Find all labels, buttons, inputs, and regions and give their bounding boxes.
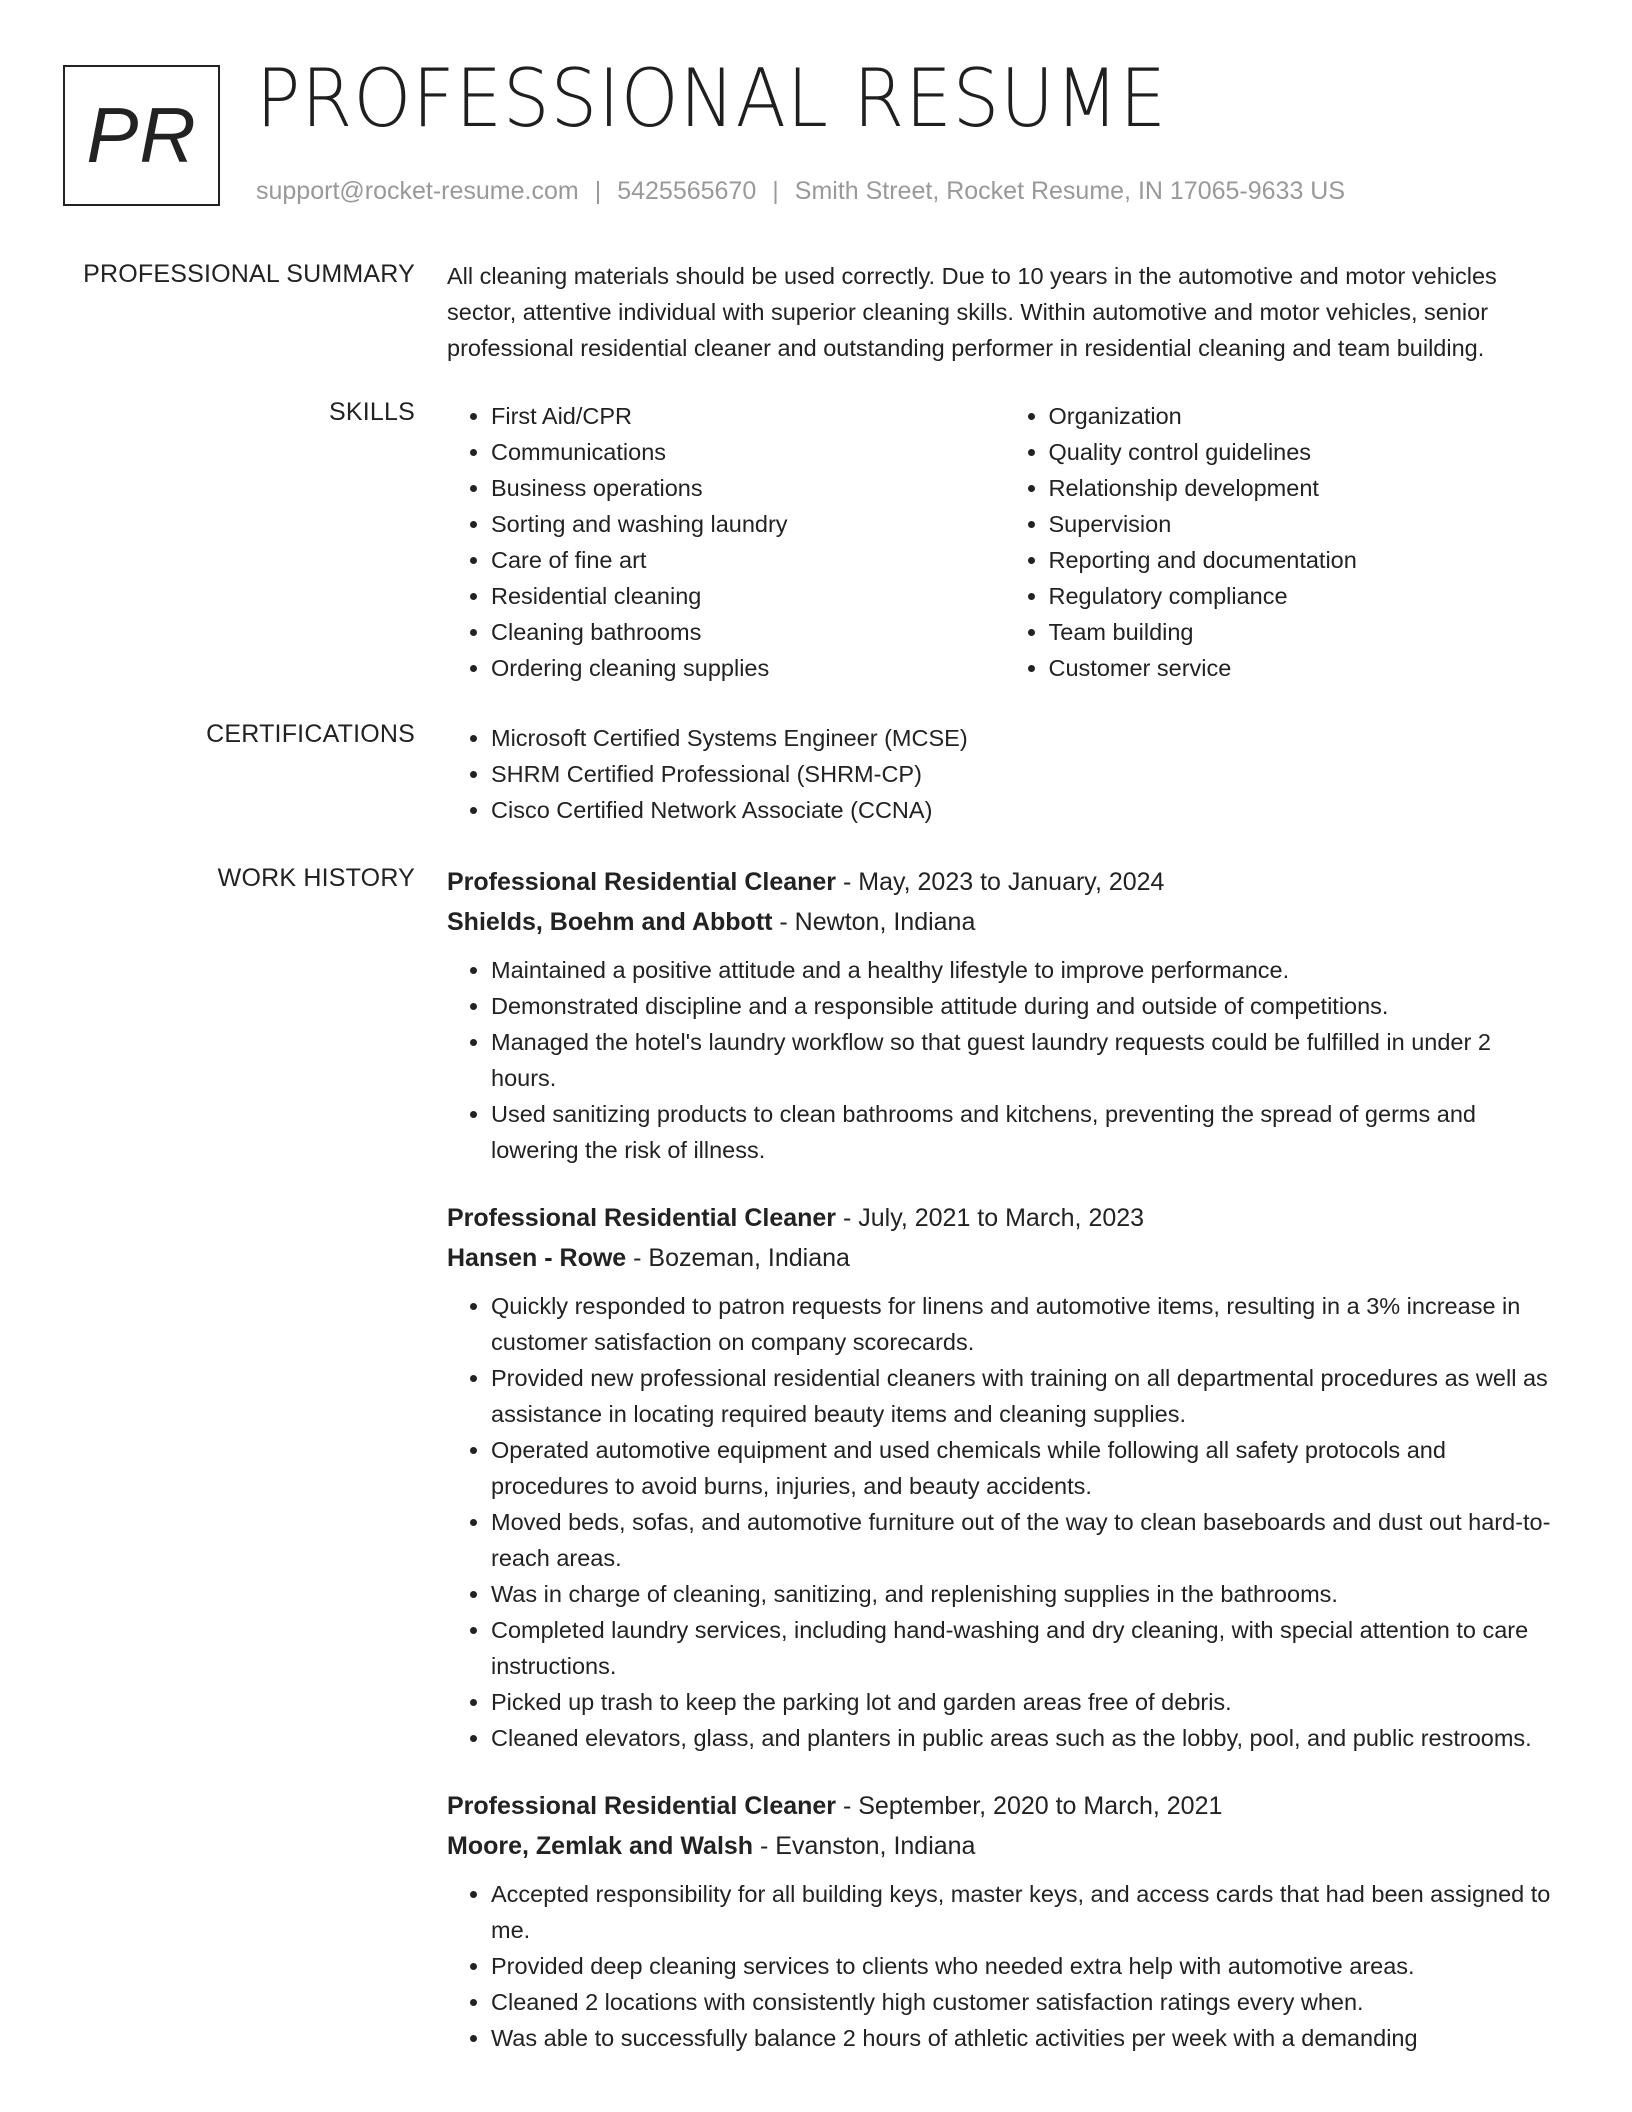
job-bullet: • Was able to successfully balance 2 hours of athletic activities per week with a demanding xyxy=(491,2020,1562,2056)
job-bullet: • Cleaned 2 locations with consistently high customer satisfaction ratings every when. xyxy=(491,1984,1562,2020)
skill-item: • Care of fine art xyxy=(491,542,1005,578)
certifications-list xyxy=(447,720,1562,828)
job-bullet: • Was in charge of cleaning, sanitizing, and replenishing supplies in the bathrooms. xyxy=(491,1576,1562,1612)
job-dates: - September, 2020 to March, 2021 xyxy=(836,1792,1223,1820)
skill-item: • Business operations xyxy=(491,470,1005,506)
resume-header xyxy=(63,52,1563,215)
job-entry xyxy=(447,1786,1562,2056)
skill-item: • Supervision xyxy=(1049,506,1563,542)
job-location: - Newton, Indiana xyxy=(772,908,976,936)
skill-item: • Quality control guidelines xyxy=(1049,434,1563,470)
skills-body xyxy=(447,398,1562,686)
job-company: Moore, Zemlak and Walsh xyxy=(447,1832,754,1860)
job-title-line xyxy=(447,1198,1562,1238)
skill-item: • Communications xyxy=(491,434,1005,470)
job-bullet: • Demonstrated discipline and a responsible attitude during and outside of competitions. xyxy=(491,988,1562,1024)
resume-title: PROFESSIONAL RESUME xyxy=(256,52,1167,145)
job-bullet: • Provided new professional residential cleaners with training on all departmental procedures as well as assistance in locating required beauty items and cleaning supplies. xyxy=(491,1360,1562,1432)
certifications-body xyxy=(447,720,1562,828)
section-heading-skills: SKILLS xyxy=(329,398,415,426)
skills-grid xyxy=(447,398,1562,686)
contact-separator: | xyxy=(594,177,602,205)
skill-item: • Sorting and washing laundry xyxy=(491,506,1005,542)
certification-item: • Microsoft Certified Systems Engineer (MCSE) xyxy=(491,720,1562,756)
job-title: Professional Residential Cleaner xyxy=(447,1204,837,1232)
section-heading-certifications: CERTIFICATIONS xyxy=(206,720,415,748)
job-dates: - May, 2023 to January, 2024 xyxy=(836,868,1165,896)
job-bullet: • Completed laundry services, including hand-washing and dry cleaning, with special attention to care instructions. xyxy=(491,1612,1562,1684)
contact-address: Smith Street, Rocket Resume, IN 17065-9633 US xyxy=(794,177,1346,205)
job-bullet: • Picked up trash to keep the parking lot and garden areas free of debris. xyxy=(491,1684,1562,1720)
job-bullet: • Provided deep cleaning services to clients who needed extra help with automotive areas. xyxy=(491,1948,1562,1984)
monogram-logo: PR xyxy=(63,65,220,206)
job-bullets xyxy=(447,1288,1562,1756)
job-bullets xyxy=(447,1876,1562,2056)
skills-list-right xyxy=(1005,398,1563,686)
skill-item: • Regulatory compliance xyxy=(1049,578,1563,614)
job-bullet: • Used sanitizing products to clean bathrooms and kitchens, preventing the spread of germs and lowering the risk of illness. xyxy=(491,1096,1562,1168)
job-title-line xyxy=(447,862,1562,902)
job-bullet: • Operated automotive equipment and used chemicals while following all safety protocols and procedures to avoid burns, injuries, and beauty accidents. xyxy=(491,1432,1562,1504)
skill-item: • Relationship development xyxy=(1049,470,1563,506)
skill-item: • Ordering cleaning supplies xyxy=(491,650,1005,686)
job-bullet: • Cleaned elevators, glass, and planters in public areas such as the lobby, pool, and public restrooms. xyxy=(491,1720,1562,1756)
job-entry xyxy=(447,862,1562,1168)
skill-item: • Cleaning bathrooms xyxy=(491,614,1005,650)
summary-body xyxy=(447,258,1562,366)
job-company: Shields, Boehm and Abbott xyxy=(447,908,773,936)
skills-list-left xyxy=(447,398,1005,686)
section-heading-work-history: WORK HISTORY xyxy=(217,864,415,892)
job-company-line xyxy=(447,902,1562,942)
job-location: - Bozeman, Indiana xyxy=(626,1244,850,1272)
contact-phone[interactable]: 5425565670 xyxy=(617,177,757,205)
job-location: - Evanston, Indiana xyxy=(753,1832,976,1860)
certification-item: • SHRM Certified Professional (SHRM-CP) xyxy=(491,756,1562,792)
job-company: Hansen - Rowe xyxy=(447,1244,627,1272)
skill-item: • Customer service xyxy=(1049,650,1563,686)
contact-line xyxy=(256,177,1345,206)
job-bullet: • Quickly responded to patron requests for linens and automotive items, resulting in a 3% increase in customer satisfaction on company scorecards. xyxy=(491,1288,1562,1360)
job-bullet: • Managed the hotel's laundry workflow so that guest laundry requests could be fulfilled in under 2 hours. xyxy=(491,1024,1562,1096)
job-bullet: • Moved beds, sofas, and automotive furniture out of the way to clean baseboards and dust out hard-to-reach areas. xyxy=(491,1504,1562,1576)
job-title: Professional Residential Cleaner xyxy=(447,868,837,896)
job-title-line xyxy=(447,1786,1562,1826)
job-title: Professional Residential Cleaner xyxy=(447,1792,837,1820)
skill-item: • Residential cleaning xyxy=(491,578,1005,614)
skill-item: • First Aid/CPR xyxy=(491,398,1005,434)
skill-item: • Team building xyxy=(1049,614,1563,650)
job-company-line xyxy=(447,1238,1562,1278)
skill-item: • Reporting and documentation xyxy=(1049,542,1563,578)
job-bullet: • Maintained a positive attitude and a healthy lifestyle to improve performance. xyxy=(491,952,1562,988)
job-dates: - July, 2021 to March, 2023 xyxy=(836,1204,1145,1232)
job-company-line xyxy=(447,1826,1562,1866)
job-entry xyxy=(447,1198,1562,1756)
summary-text: All cleaning materials should be used correctly. Due to 10 years in the automotive and motor vehicles sector, attentive individual with superior cleaning skills. Within automotive and motor vehicles, senior professional residential cleaner and outstanding performer in residential cleaning and team building. xyxy=(447,263,1497,361)
work-history-body xyxy=(447,862,1562,2086)
job-bullets xyxy=(447,952,1562,1168)
job-bullet: • Accepted responsibility for all building keys, master keys, and access cards that had been assigned to me. xyxy=(491,1876,1562,1948)
skill-item: • Organization xyxy=(1049,398,1563,434)
section-heading-summary: PROFESSIONAL SUMMARY xyxy=(83,260,415,288)
contact-separator: | xyxy=(772,177,779,205)
certification-item: • Cisco Certified Network Associate (CCNA) xyxy=(491,792,1562,828)
contact-email[interactable]: support@rocket-resume.com xyxy=(256,177,579,205)
